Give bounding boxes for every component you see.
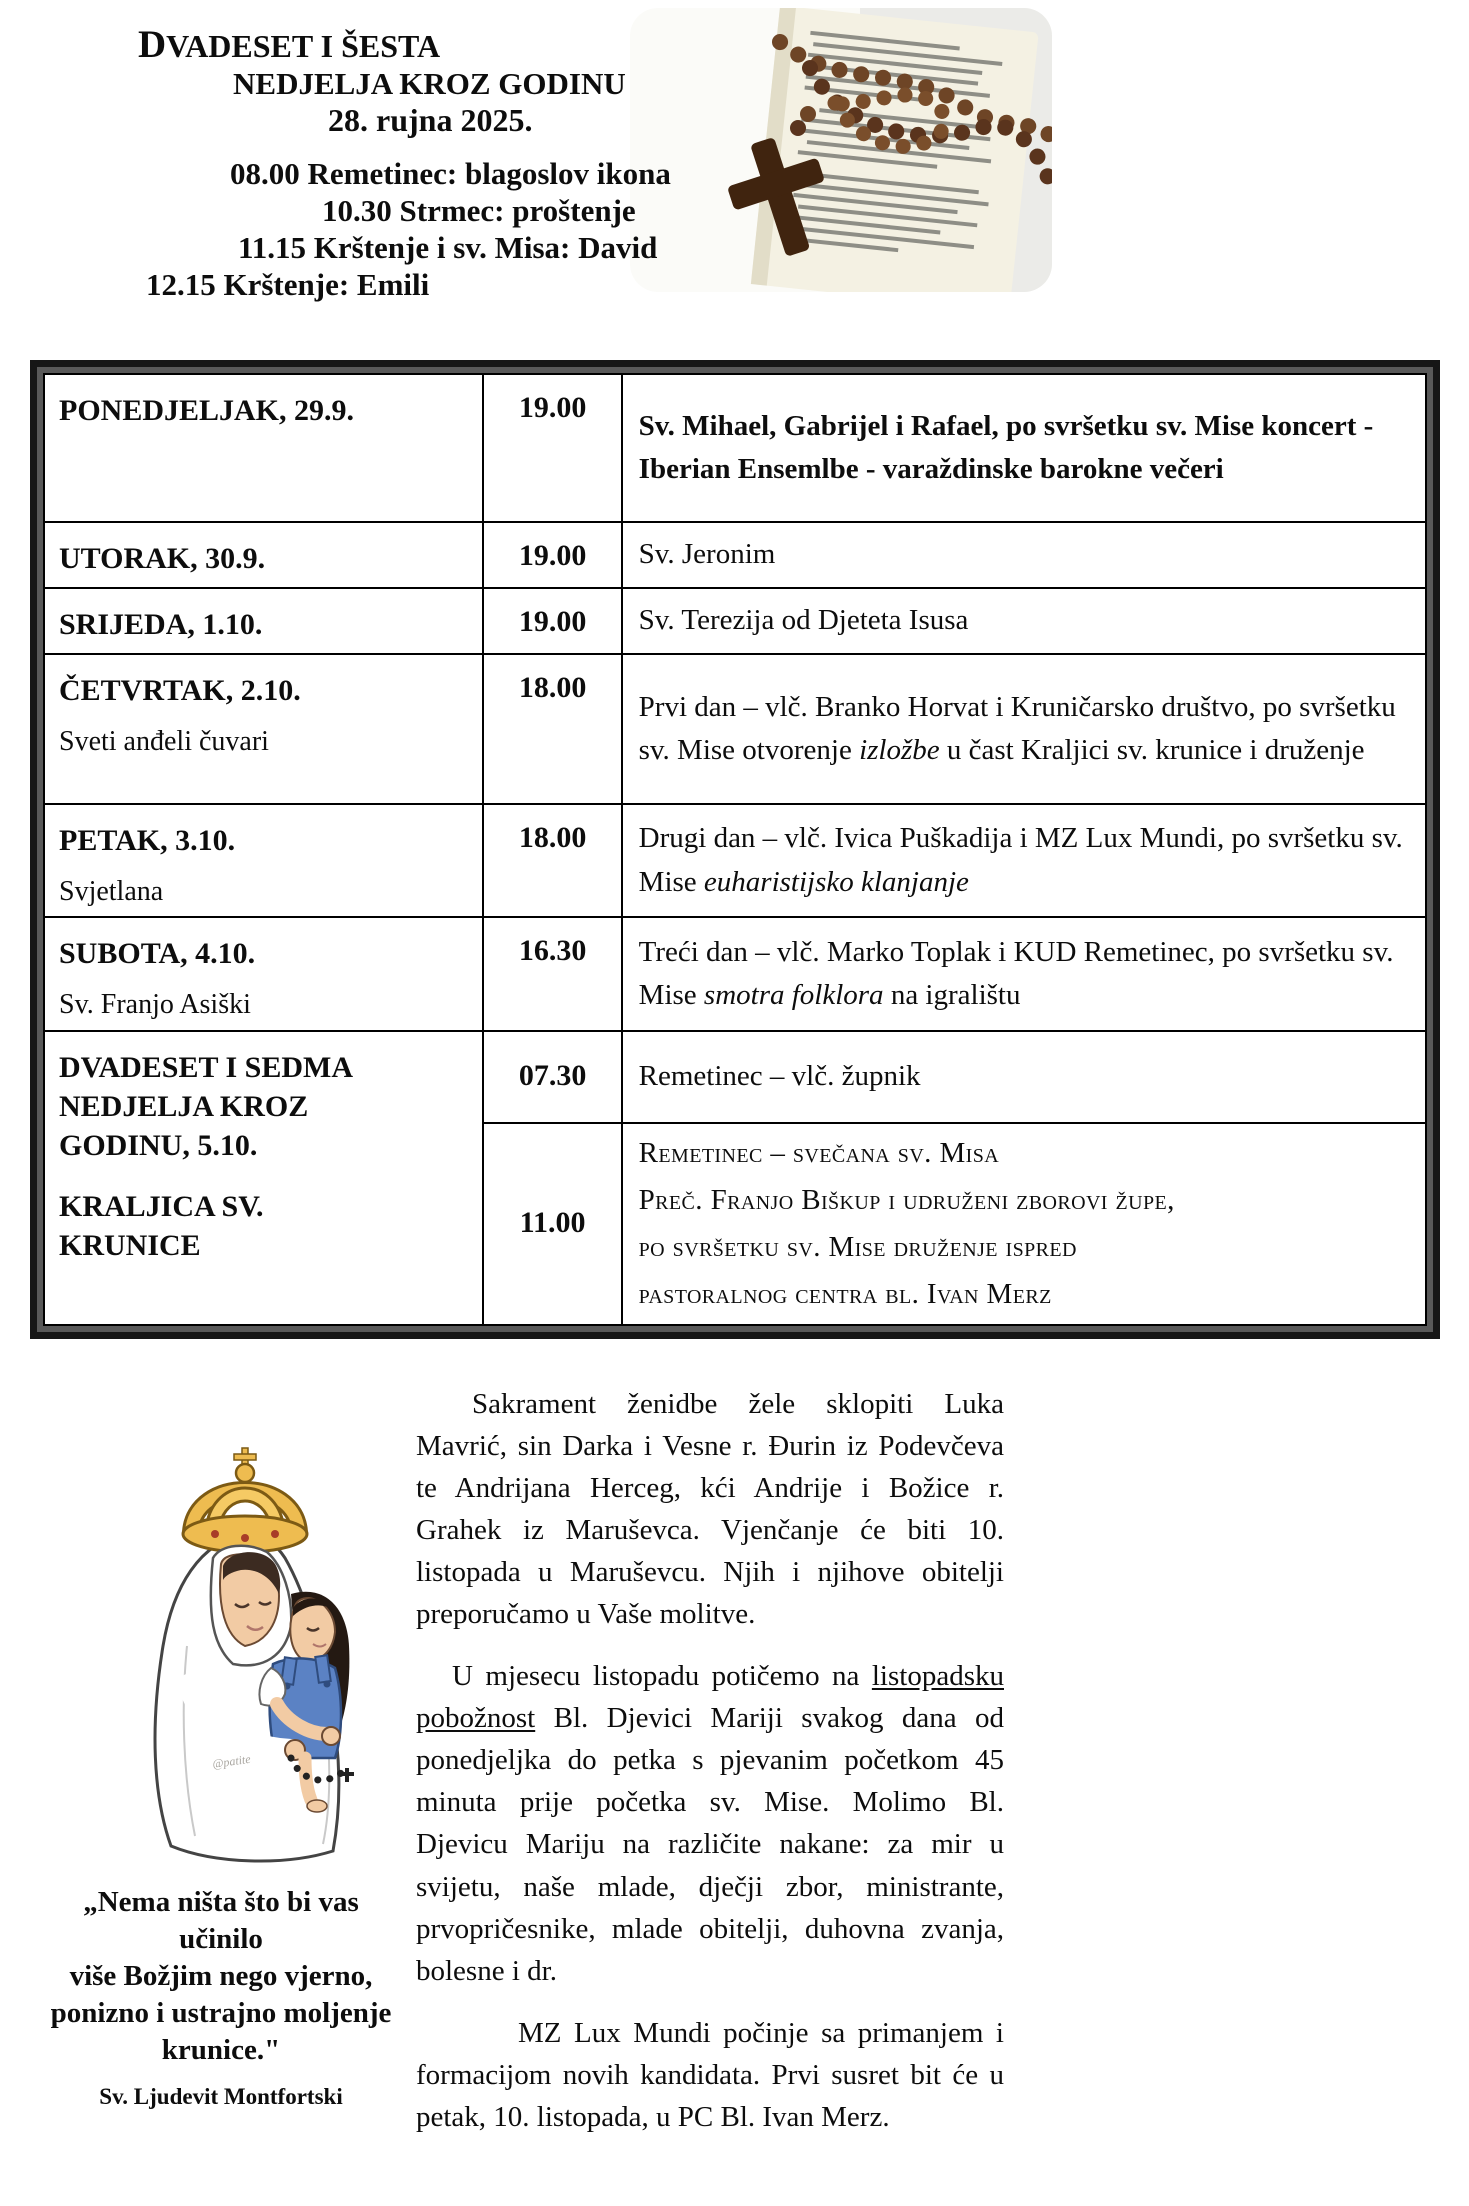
solemn-mass-line: Preč. Franjo Biškup i udruženi zborovi župe, — [638, 1183, 1175, 1216]
schedule-line: 08.00 Remetinec: blagoslov ikona — [230, 156, 671, 191]
table-row — [44, 654, 1426, 804]
quote-line: „Nema ništa što bi vas učinilo — [83, 1886, 359, 1956]
feast-label: Sv. Franjo Asiški — [59, 989, 251, 1021]
rosary-quote — [38, 1884, 404, 2111]
madonna-illustration-svg — [95, 1446, 395, 1871]
day-cell — [44, 588, 483, 654]
time-cell: 19.00 — [483, 588, 621, 654]
time-cell: 18.00 — [483, 804, 621, 917]
day-cell — [44, 522, 483, 588]
schedule-line: 11.15 Krštenje i sv. Misa: David — [238, 230, 658, 265]
table-row-sunday-early — [44, 1031, 1426, 1123]
solemn-mass-line: po svršetku sv. Mise druženje ispred — [638, 1230, 1077, 1263]
time-cell: 07.30 — [483, 1031, 621, 1123]
table-row — [44, 522, 1426, 588]
day-cell — [44, 804, 483, 917]
event-cell: Sv. Jeronim — [622, 522, 1426, 588]
schedule-line: 12.15 Krštenje: Emili — [146, 267, 430, 302]
rosary-photo — [630, 8, 1052, 292]
time-cell: 18.00 — [483, 654, 621, 804]
sunday-feast-line: KRALJICA SV. — [59, 1189, 264, 1223]
day-label: PETAK, 3.10. — [59, 824, 236, 857]
table-row — [44, 588, 1426, 654]
day-cell — [44, 374, 483, 522]
time-cell: 11.00 — [483, 1123, 621, 1325]
sunday-title-line: DVADESET I SEDMA — [59, 1050, 353, 1084]
sunday-schedule — [138, 155, 671, 303]
header-block — [138, 23, 671, 303]
feast-label: Sveti anđeli čuvari — [59, 726, 269, 757]
october-devotion-announcement: U mjesecu listopadu potičemo na listopadsku pobožnost Bl. Djevici Mariji svakog dana od ponedjeljka do petka s pjevanim početkom 45 minuta prije početka sv. Mise. Molimo Bl. Djevicu Mariju na različite nakane: za mir u svijetu, naše mlade, dječji zbor, ministrante, prvopričesnike, mlade obitelji, duhovna zvanja, bolesne i dr. — [416, 1660, 1004, 1987]
date-line: 28. rujna 2025. — [328, 102, 533, 138]
event-cell: Treći dan – vlč. Marko Toplak i KUD Remetinec, po svršetku sv. Mise smotra folklora na igralištu — [622, 917, 1426, 1030]
time-cell: 16.30 — [483, 917, 621, 1030]
marriage-announcement: Sakrament ženidbe žele sklopiti Luka Mavrić, sin Darka i Vesne r. Đurin iz Podevčeva te Andrijana Herceg, kći Andrije i Božice r. Grahek iz Maruševca. Vjenčanje će biti 10. listopada u Maruševcu. Njih i njihove obitelji preporučamo u Vaše molitve. — [416, 1388, 1004, 1631]
underlined-phrase: listopadsku pobožnost — [416, 1660, 1004, 1735]
artist-signature: @patite — [211, 1751, 252, 1771]
quote-line: više Božjim nego vjerno, — [69, 1960, 373, 1993]
weekly-schedule-table-frame — [30, 360, 1440, 1339]
weekly-schedule-table — [43, 373, 1427, 1326]
crown-icon — [183, 1448, 307, 1552]
event-cell-solemn-mass — [622, 1123, 1426, 1325]
sunday-feast-line: KRUNICE — [59, 1228, 201, 1262]
table-inner-ring — [37, 367, 1433, 1332]
day-label: SUBOTA, 4.10. — [59, 937, 256, 971]
sunday-title-line: GODINU, 5.10. — [59, 1128, 258, 1162]
quote-line: ponizno i ustrajno moljenje — [50, 1997, 392, 2030]
title-line-2: NEDJELJA KROZ GODINU — [233, 66, 626, 101]
table-row — [44, 374, 1426, 522]
quote-attribution: Sv. Ljudevit Montfortski — [99, 2083, 343, 2109]
feast-label: Svjetlana — [59, 876, 164, 907]
solemn-mass-line: pastoralnog centra bl. Ivan Merz — [638, 1277, 1052, 1310]
day-label: UTORAK, 30.9. — [59, 542, 266, 575]
day-cell — [44, 917, 483, 1030]
day-cell-sunday — [44, 1031, 483, 1325]
announcements-column — [416, 1383, 1004, 2158]
quote-line: krunice." — [161, 2034, 281, 2067]
lux-mundi-announcement: MZ Lux Mundi počinje sa primanjem i formacijom novih kandidata. Prvi susret bit će u petak, 10. listopada, u PC Bl. Ivan Merz. — [416, 2016, 1004, 2133]
event-cell: Sv. Mihael, Gabrijel i Rafael, po svršetku sv. Mise koncert - Iberian Ensemlbe - varaždinske barokne večeri — [622, 374, 1426, 522]
rosary-on-book-image — [630, 8, 1052, 292]
solemn-mass-line: Remetinec – svečana sv. Misa — [638, 1136, 1000, 1169]
day-label: SRIJEDA, 1.10. — [59, 608, 263, 641]
title-line-1: DVADESET I ŠESTA — [138, 23, 441, 66]
day-cell — [44, 654, 483, 804]
table-row — [44, 804, 1426, 917]
day-label: PONEDJELJAK, 29.9. — [59, 394, 355, 427]
sunday-title-line: NEDJELJA KROZ — [59, 1089, 309, 1123]
table-row — [44, 917, 1426, 1030]
day-label: ČETVRTAK, 2.10. — [59, 674, 301, 707]
event-cell: Prvi dan – vlč. Branko Horvat i Kruničarsko društvo, po svršetku sv. Mise otvorenje izložbe u čast Kraljici sv. krunice i druženje — [622, 654, 1426, 804]
madonna-and-child-illustration — [95, 1446, 395, 1871]
time-cell: 19.00 — [483, 522, 621, 588]
time-cell: 19.00 — [483, 374, 621, 522]
schedule-line: 10.30 Strmec: proštenje — [322, 193, 636, 228]
event-cell: Drugi dan – vlč. Ivica Puškadija i MZ Lux Mundi, po svršetku sv. Mise euharistijsko klanjanje — [622, 804, 1426, 917]
event-cell: Sv. Terezija od Djeteta Isusa — [622, 588, 1426, 654]
event-cell: Remetinec – vlč. župnik — [622, 1031, 1426, 1123]
